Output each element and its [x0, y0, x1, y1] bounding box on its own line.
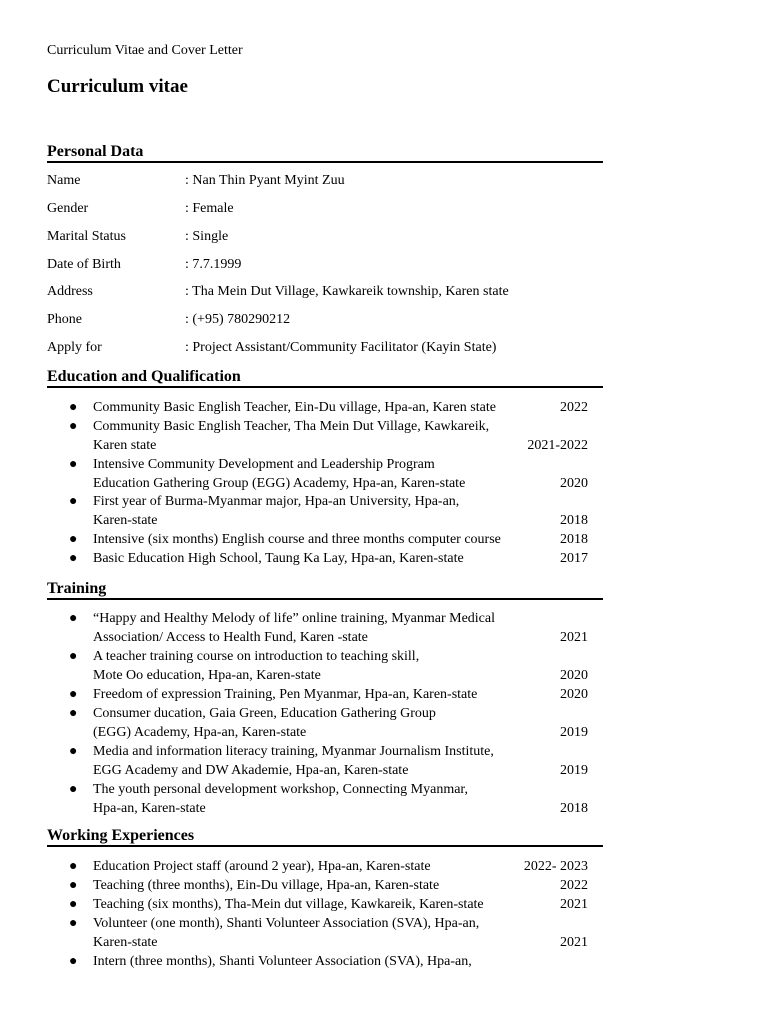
item-text: First year of Burma-Myanmar major, Hpa-an University, Hpa-an, — [93, 494, 460, 509]
bullet-icon: ● — [69, 782, 78, 797]
item-text-continued: Karen-state — [93, 935, 158, 950]
item-text-continued: Karen state — [93, 438, 157, 453]
item-text: Consumer ducation, Gaia Green, Education Gathering Group — [93, 706, 436, 721]
item-year: 2020 — [560, 687, 588, 702]
item-text: Community Basic English Teacher, Ein-Du village, Hpa-an, Karen state — [93, 400, 496, 415]
work-section — [47, 827, 603, 969]
item-year: 2022 — [560, 400, 588, 415]
item-text-continued: Karen-state — [93, 513, 158, 528]
bullet-icon: ● — [69, 897, 78, 912]
bullet-icon: ● — [69, 916, 78, 931]
item-text: Teaching (six months), Tha-Mein dut village, Kawkareik, Karen-state — [93, 897, 484, 912]
item-text: Intern (three months), Shanti Volunteer Association (SVA), Hpa-an, — [93, 954, 472, 969]
item-text-continued: (EGG) Academy, Hpa-an, Karen-state — [93, 725, 307, 740]
item-text-continued: Association/ Access to Health Fund, Karen -state — [93, 630, 368, 645]
bullet-icon: ● — [69, 611, 78, 626]
item-text: Teaching (three months), Ein-Du village, Hpa-an, Karen-state — [93, 878, 440, 893]
item-year: 2018 — [560, 513, 588, 528]
bullet-icon: ● — [69, 419, 78, 434]
field-value: : Tha Mein Dut Village, Kawkareik township, Karen state — [185, 284, 509, 299]
field-value: : Project Assistant/Community Facilitator (Kayin State) — [185, 340, 497, 355]
item-text: “Happy and Healthy Melody of life” online training, Myanmar Medical — [93, 611, 495, 626]
item-text: A teacher training course on introduction to teaching skill, — [93, 649, 420, 664]
training-section — [47, 580, 603, 816]
document-header: Curriculum Vitae and Cover Letter — [47, 43, 243, 58]
item-year: 2019 — [560, 763, 588, 778]
item-year: 2022 — [560, 878, 588, 893]
field-label: Name — [47, 173, 81, 188]
bullet-icon: ● — [69, 457, 78, 472]
item-text: The youth personal development workshop, Connecting Myanmar, — [93, 782, 469, 797]
field-value: : Nan Thin Pyant Myint Zuu — [185, 173, 345, 188]
bullet-icon: ● — [69, 400, 78, 415]
bullet-icon: ● — [69, 878, 78, 893]
item-text: Community Basic English Teacher, Tha Mein Dut Village, Kawkareik, — [93, 419, 490, 434]
item-text: Basic Education High School, Taung Ka Lay, Hpa-an, Karen-state — [93, 551, 464, 566]
bullet-icon: ● — [69, 649, 78, 664]
item-text: Intensive Community Development and Leadership Program — [93, 457, 435, 472]
item-year: 2020 — [560, 668, 588, 683]
field-label: Apply for — [47, 340, 102, 355]
bullet-icon: ● — [69, 551, 78, 566]
field-value: : Single — [185, 229, 229, 244]
item-text-continued: Mote Oo education, Hpa-an, Karen-state — [93, 668, 321, 683]
personal-data-heading: Personal Data — [47, 143, 603, 162]
item-year: 2020 — [560, 476, 588, 491]
field-label: Phone — [47, 312, 82, 327]
item-year: 2021 — [560, 897, 588, 912]
page-title: Curriculum vitae — [47, 76, 188, 97]
field-label: Marital Status — [47, 229, 126, 244]
bullet-icon: ● — [69, 494, 78, 509]
item-year: 2018 — [560, 532, 588, 547]
bullet-icon: ● — [69, 744, 78, 759]
field-label: Address — [47, 284, 93, 299]
field-value: : 7.7.1999 — [185, 257, 242, 272]
bullet-icon: ● — [69, 532, 78, 547]
bullet-icon: ● — [69, 954, 78, 969]
work-heading: Working Experiences — [47, 827, 603, 846]
item-year: 2022- 2023 — [523, 859, 588, 874]
item-year: 2018 — [560, 801, 588, 816]
education-section — [47, 368, 603, 566]
item-year: 2017 — [560, 551, 588, 566]
item-year: 2019 — [560, 725, 588, 740]
item-text: Freedom of expression Training, Pen Myanmar, Hpa-an, Karen-state — [93, 687, 478, 702]
education-heading: Education and Qualification — [47, 368, 603, 387]
item-text: Volunteer (one month), Shanti Volunteer Association (SVA), Hpa-an, — [93, 916, 480, 931]
item-text: Education Project staff (around 2 year), Hpa-an, Karen-state — [93, 859, 431, 874]
item-text-continued: Hpa-an, Karen-state — [93, 801, 206, 816]
bullet-icon: ● — [69, 687, 78, 702]
item-year: 2021 — [560, 935, 588, 950]
item-text: Media and information literacy training, Myanmar Journalism Institute, — [93, 744, 494, 759]
bullet-icon: ● — [69, 859, 78, 874]
item-year: 2021 — [560, 630, 588, 645]
bullet-icon: ● — [69, 706, 78, 721]
field-label: Date of Birth — [47, 257, 121, 272]
item-text-continued: EGG Academy and DW Akademie, Hpa-an, Karen-state — [93, 763, 409, 778]
item-text-continued: Education Gathering Group (EGG) Academy, Hpa-an, Karen-state — [93, 476, 466, 491]
field-label: Gender — [47, 201, 89, 216]
field-value: : (+95) 780290212 — [185, 312, 291, 327]
field-value: : Female — [185, 201, 234, 216]
item-year: 2021-2022 — [527, 438, 588, 453]
item-text: Intensive (six months) English course and three months computer course — [93, 532, 501, 547]
training-heading: Training — [47, 580, 603, 599]
personal-data-section — [47, 143, 603, 355]
